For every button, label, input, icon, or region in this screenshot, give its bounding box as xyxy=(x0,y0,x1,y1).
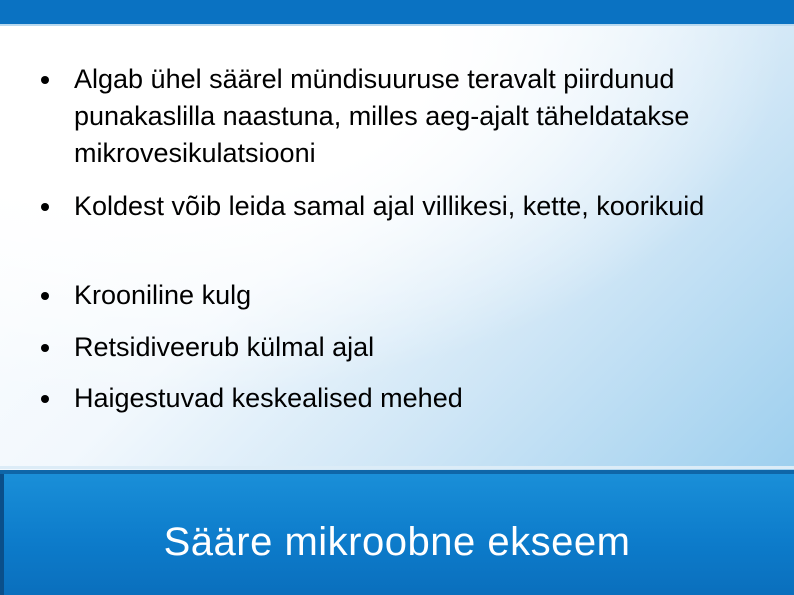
bullet-dot xyxy=(41,395,49,403)
bullet-text: Algab ühel säärel mündisuuruse teravalt piirdunud punakaslilla naastuna, milles aeg-ajalt täheldatakse mikrovesikulatsiooni xyxy=(74,64,690,168)
footer-divider-light xyxy=(0,466,794,469)
bullet-text: Haigestuvad keskealised mehed xyxy=(74,383,463,413)
bullet-text: Retsidiveerub külmal ajal xyxy=(74,332,375,362)
bullet-dot xyxy=(41,292,49,300)
bullet-text: Krooniline kulg xyxy=(74,280,252,310)
bullet-dot xyxy=(41,76,49,84)
bullet-dot xyxy=(41,203,49,211)
slide-title: Sääre mikroobne ekseem xyxy=(163,520,631,564)
bullet-dot xyxy=(41,344,49,352)
bullet-text: Koldest võib leida samal ajal villikesi, kette, koorikuid xyxy=(74,191,705,221)
